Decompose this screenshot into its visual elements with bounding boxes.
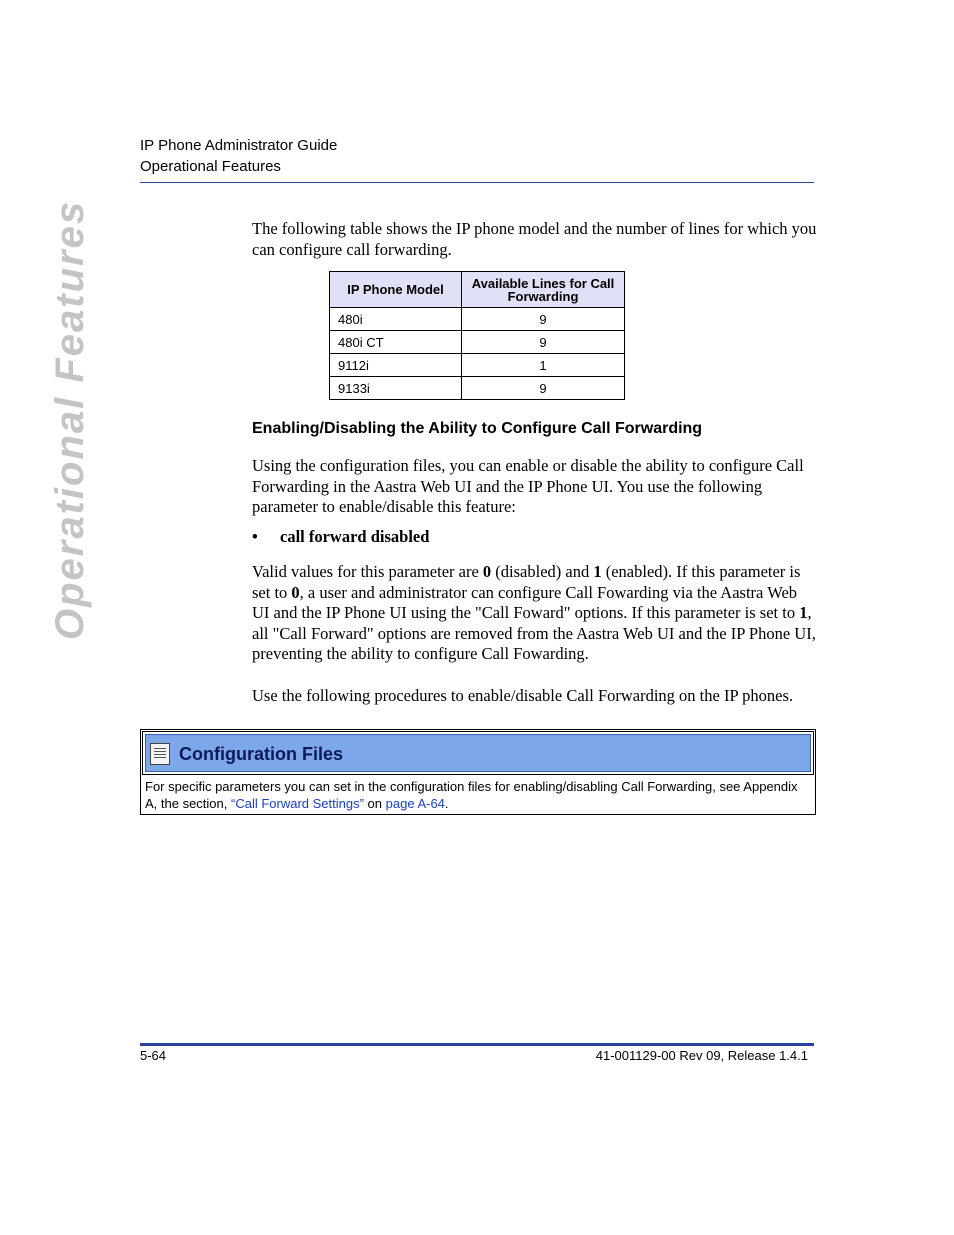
table-row — [330, 377, 625, 400]
call-forward-lines-table — [329, 271, 625, 400]
bullet-symbol: • — [252, 527, 258, 546]
text-run: (enabled). If this parameter is set to — [252, 562, 801, 602]
lines-cell: 9 — [462, 331, 625, 354]
lines-cell: 9 — [462, 377, 625, 400]
model-cell: 480i CT — [330, 331, 462, 354]
parameter-bullet — [252, 527, 429, 547]
value-zero: 0 — [482, 562, 492, 581]
footer-divider — [140, 1043, 814, 1046]
config-box-body — [145, 778, 805, 812]
header-divider — [140, 182, 814, 183]
config-box-title: Configuration Files — [179, 744, 343, 764]
call-forward-settings-link[interactable]: “Call Forward Settings” — [231, 796, 364, 811]
table-row — [330, 331, 625, 354]
lines-cell: 9 — [462, 308, 625, 331]
text-run: Valid values for this parameter are — [252, 562, 483, 581]
value-one: 1 — [799, 603, 808, 622]
value-one: 1 — [593, 562, 602, 581]
config-paragraph: Using the configuration files, you can enable or disable the ability to configure Call Forwarding in the Aastra Web UI and the IP Phone UI. You use the following parameter to enable/disable this feature: — [252, 456, 804, 516]
column-header-model: IP Phone Model — [330, 272, 462, 308]
model-cell: 480i — [330, 308, 462, 331]
configuration-files-box — [140, 729, 816, 815]
parameter-name: call forward disabled — [280, 527, 430, 546]
text-run: (disabled) and — [491, 562, 594, 581]
model-cell: 9112i — [330, 354, 462, 377]
side-chapter-title: Operational Features — [48, 199, 92, 640]
config-box-header-fill — [145, 734, 811, 772]
lines-cell: 1 — [462, 354, 625, 377]
value-zero: 0 — [291, 582, 300, 602]
page-number: 5-64 — [140, 1048, 167, 1063]
text-run: , all "Call Forward" options are removed from the Aastra Web UI and the IP Phone UI, preventing the ability to configure Call Fowarding. — [252, 603, 816, 663]
text-run: , a user and administrator can configure Call Fowarding via the Aastra Web UI and the IP Phone UI using the "Call Foward" options. If this parameter is set to — [252, 582, 800, 622]
column-header-lines: Available Lines for Call Forwarding — [462, 272, 625, 308]
valid-values-paragraph — [252, 562, 818, 665]
text-run: For specific parameters you can set in the configuration files for enabling/disabling Call Forwarding, see Appendix A, the section, — [145, 779, 798, 811]
table-row — [330, 354, 625, 377]
config-box-header — [142, 731, 814, 775]
intro-paragraph: The following table shows the IP phone model and the number of lines for which you can configure call forwarding. — [252, 219, 817, 259]
page-reference-link[interactable]: page A-64 — [385, 796, 445, 811]
table-row — [330, 308, 625, 331]
guide-title: IP Phone Administrator Guide — [140, 137, 338, 154]
section-subheading: Enabling/Disabling the Ability to Configure Call Forwarding — [252, 420, 703, 437]
section-title: Operational Features — [140, 158, 281, 175]
page-header — [140, 135, 814, 177]
text-run: on — [363, 796, 386, 811]
procedures-paragraph: Use the following procedures to enable/disable Call Forwarding on the IP phones. — [252, 686, 794, 705]
document-icon — [150, 743, 170, 765]
text-run: . — [444, 796, 449, 811]
table-header-row — [330, 272, 625, 308]
model-cell: 9133i — [330, 377, 462, 400]
document-revision: 41-001129-00 Rev 09, Release 1.4.1 — [595, 1048, 808, 1063]
